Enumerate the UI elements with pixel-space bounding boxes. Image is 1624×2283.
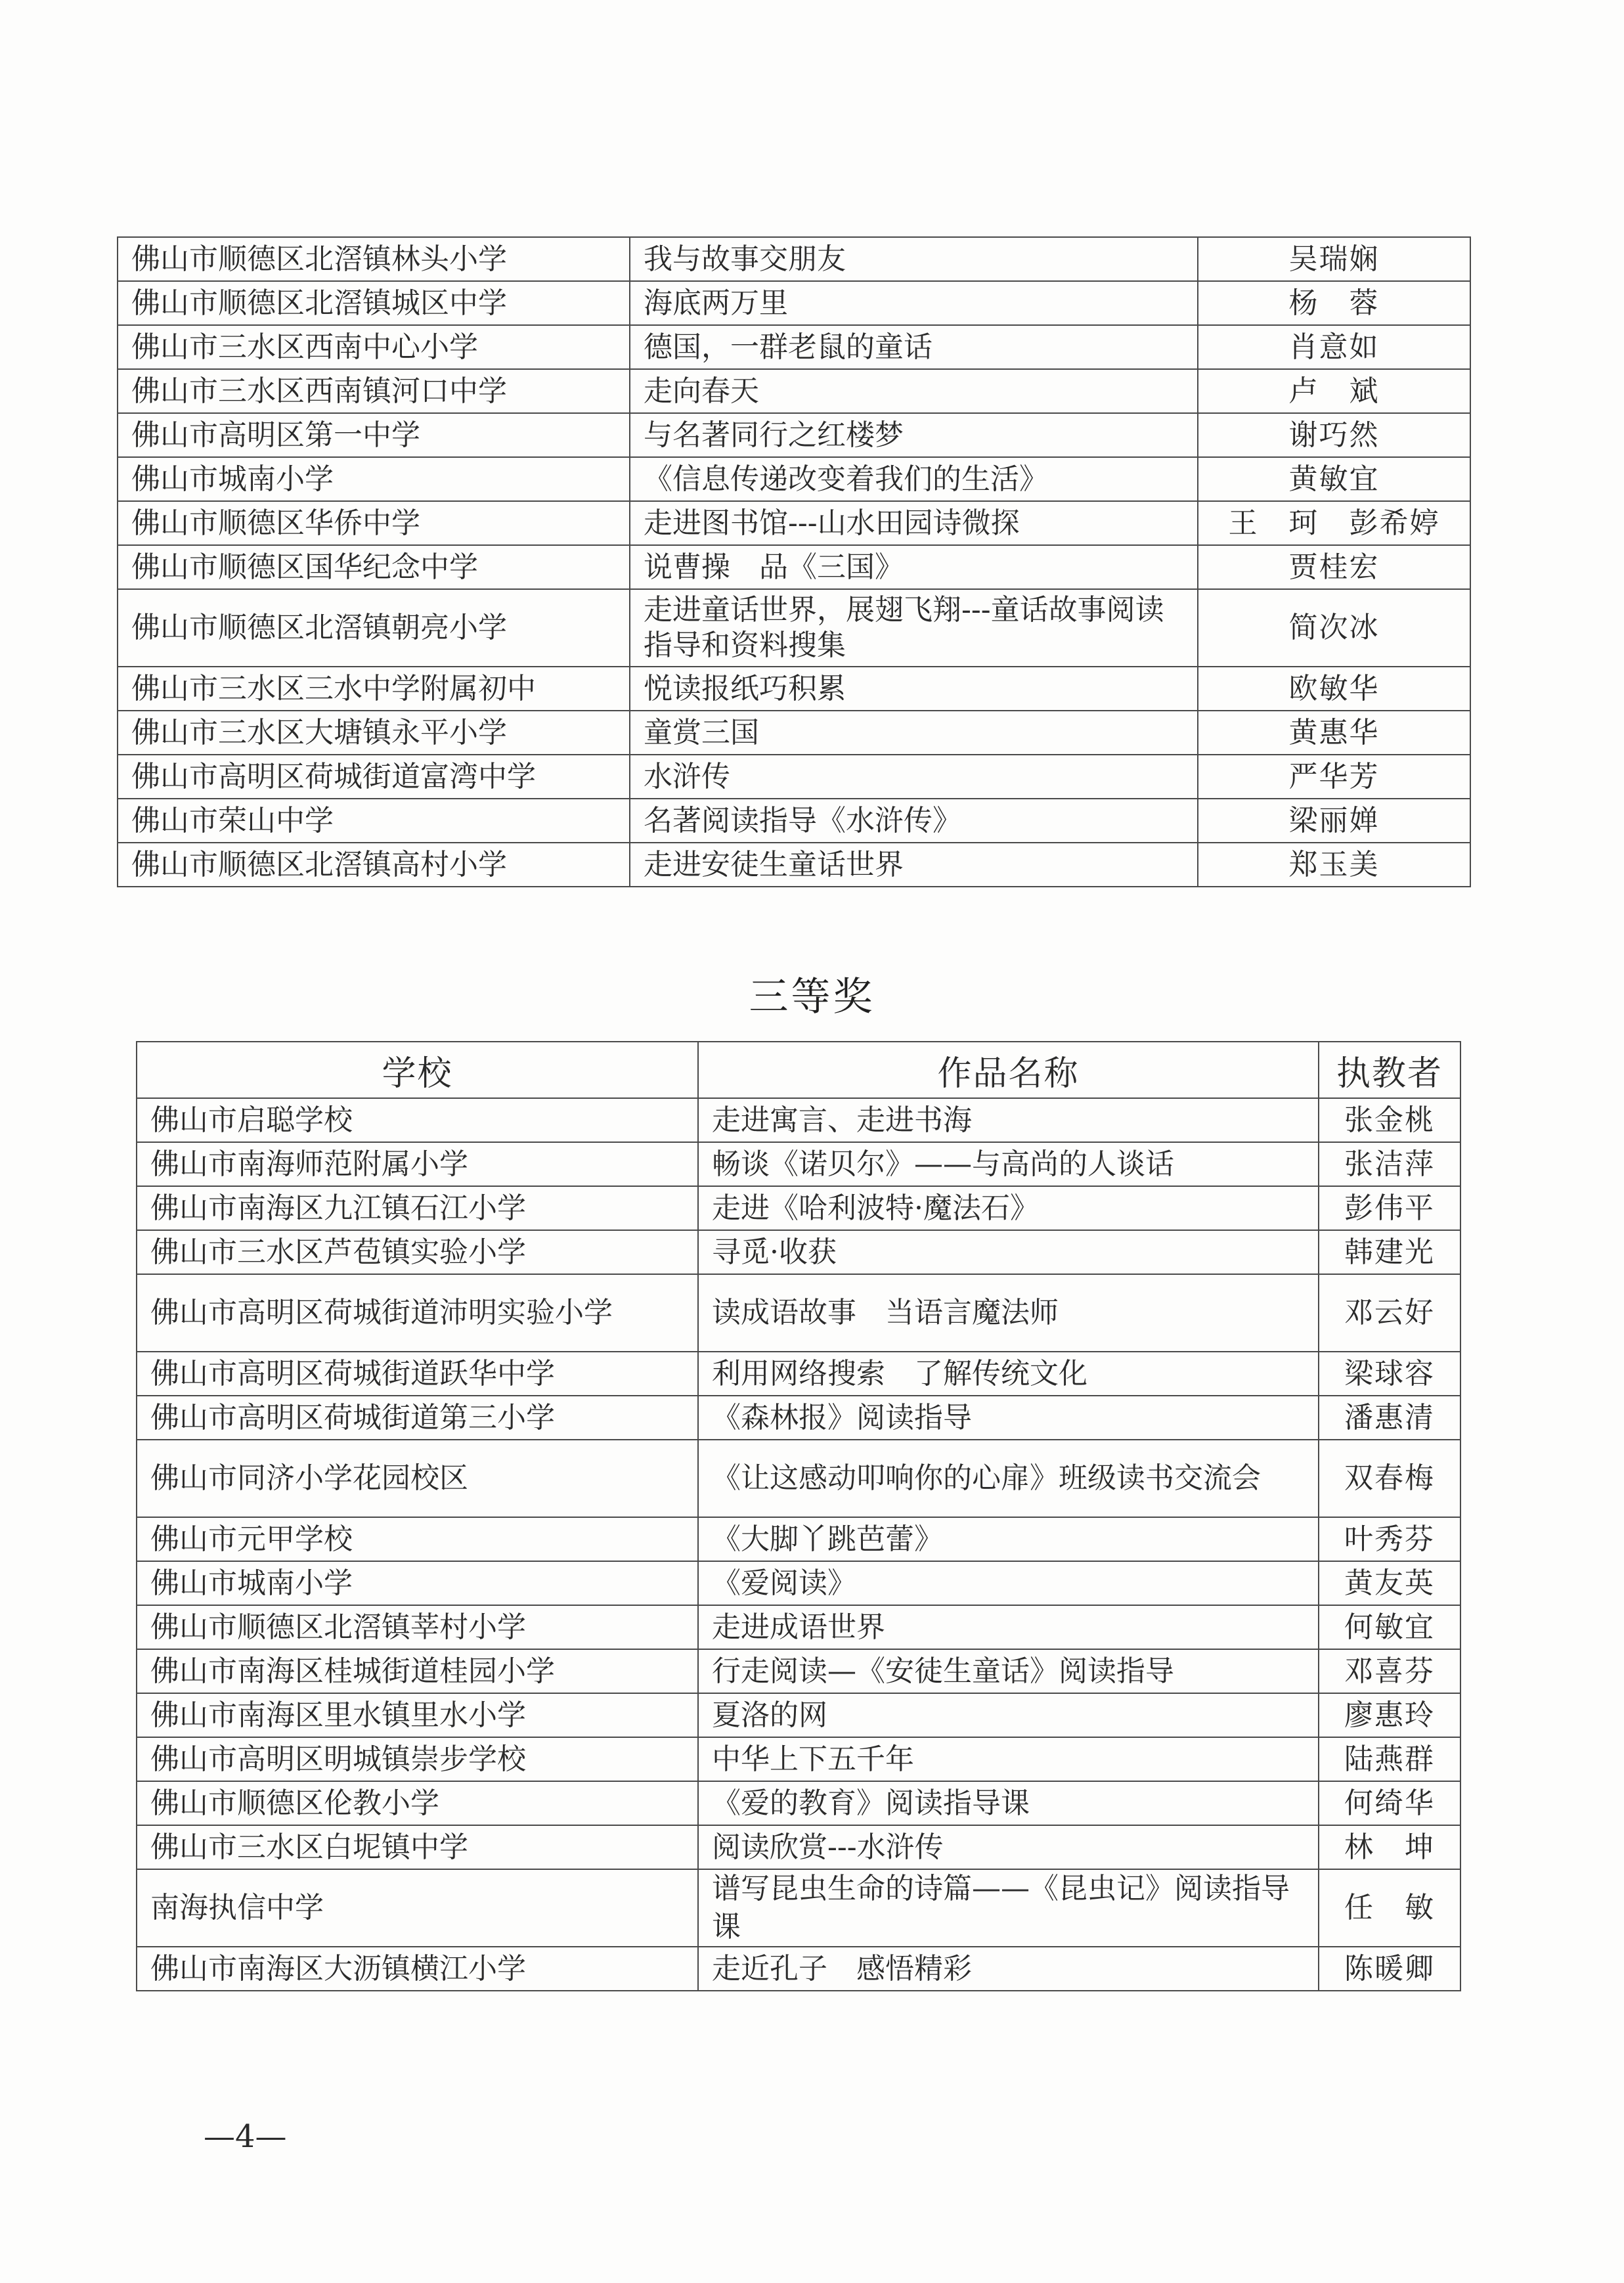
- work-cell: 走近孔子 感悟精彩: [698, 1947, 1319, 1991]
- work-cell: 与名著同行之红楼梦: [630, 413, 1198, 457]
- table-row: [137, 1274, 1460, 1352]
- school-cell: 佛山市南海区大沥镇横江小学: [137, 1947, 698, 1991]
- table-row: [118, 711, 1470, 755]
- teacher-cell: 杨 蓉: [1198, 281, 1470, 325]
- teacher-cell: 黄敏宜: [1198, 457, 1470, 501]
- table-row: [118, 799, 1470, 843]
- work-cell: 《爱阅读》: [698, 1561, 1319, 1605]
- teacher-cell: 吴瑞娴: [1198, 237, 1470, 281]
- work-cell: 《爱的教育》阅读指导课: [698, 1781, 1319, 1825]
- teacher-cell: 潘惠清: [1319, 1396, 1460, 1440]
- school-cell: 佛山市元甲学校: [137, 1517, 698, 1561]
- school-cell: 佛山市顺德区北滘镇高村小学: [118, 843, 630, 887]
- school-cell: 佛山市三水区白坭镇中学: [137, 1825, 698, 1869]
- work-cell: 走进安徒生童话世界: [630, 843, 1198, 887]
- teacher-cell: 郑玉美: [1198, 843, 1470, 887]
- table-row: [118, 501, 1470, 545]
- table-row: [118, 457, 1470, 501]
- table-row: [118, 545, 1470, 589]
- work-cell: 畅谈《诺贝尔》——与高尚的人谈话: [698, 1142, 1319, 1186]
- teacher-cell: 邓云好: [1319, 1274, 1460, 1352]
- work-cell: 名著阅读指导《水浒传》: [630, 799, 1198, 843]
- table-row: [137, 1781, 1460, 1825]
- school-cell: 佛山市顺德区伦教小学: [137, 1781, 698, 1825]
- school-cell: 佛山市顺德区北滘镇朝亮小学: [118, 589, 630, 667]
- teacher-cell: 彭伟平: [1319, 1186, 1460, 1230]
- teacher-cell: 梁球容: [1319, 1352, 1460, 1396]
- work-cell: 《让这感动叩响你的心扉》班级读书交流会: [698, 1440, 1319, 1517]
- teacher-cell: 贾桂宏: [1198, 545, 1470, 589]
- work-cell: 走进成语世界: [698, 1605, 1319, 1649]
- teacher-cell: 何敏宜: [1319, 1605, 1460, 1649]
- table-row: [118, 667, 1470, 711]
- table-row: [137, 1649, 1460, 1693]
- table-row: [137, 1186, 1460, 1230]
- teacher-cell: 林 坤: [1319, 1825, 1460, 1869]
- teacher-cell: 廖惠玲: [1319, 1693, 1460, 1737]
- work-cell: 德国，一群老鼠的童话: [630, 325, 1198, 369]
- teacher-cell: 黄惠华: [1198, 711, 1470, 755]
- header-school: 学校: [137, 1042, 698, 1098]
- teacher-cell: 肖意如: [1198, 325, 1470, 369]
- teacher-cell: 陈暖卿: [1319, 1947, 1460, 1991]
- table-row: [137, 1517, 1460, 1561]
- table-row: [137, 1098, 1460, 1142]
- teacher-cell: 卢 斌: [1198, 369, 1470, 413]
- teacher-cell: 任 敏: [1319, 1869, 1460, 1947]
- teacher-cell: 邓喜芬: [1319, 1649, 1460, 1693]
- work-cell: 谱写昆虫生命的诗篇——《昆虫记》阅读指导课: [698, 1869, 1319, 1947]
- work-cell: 走向春天: [630, 369, 1198, 413]
- work-cell: 夏洛的网: [698, 1693, 1319, 1737]
- work-cell: 走进图书馆---山水田园诗微探: [630, 501, 1198, 545]
- school-cell: 佛山市顺德区华侨中学: [118, 501, 630, 545]
- teacher-cell: 谢巧然: [1198, 413, 1470, 457]
- school-cell: 佛山市高明区明城镇崇步学校: [137, 1737, 698, 1781]
- table-row: [137, 1693, 1460, 1737]
- table-row: [118, 843, 1470, 887]
- school-cell: 佛山市南海区里水镇里水小学: [137, 1693, 698, 1737]
- work-cell: 我与故事交朋友: [630, 237, 1198, 281]
- school-cell: 佛山市高明区荷城街道跃华中学: [137, 1352, 698, 1396]
- table-header-row: [137, 1042, 1460, 1098]
- page-number: —4—: [204, 2118, 287, 2155]
- award-table-body: [118, 237, 1470, 887]
- school-cell: 佛山市三水区西南镇河口中学: [118, 369, 630, 413]
- work-cell: 说曹操 品《三国》: [630, 545, 1198, 589]
- table-row: [137, 1947, 1460, 1991]
- section-title-third-prize: 三等奖: [749, 974, 875, 1020]
- school-cell: 佛山市顺德区北滘镇城区中学: [118, 281, 630, 325]
- teacher-cell: 王 珂 彭希婷: [1198, 501, 1470, 545]
- work-cell: 《信息传递改变着我们的生活》: [630, 457, 1198, 501]
- school-cell: 佛山市同济小学花园校区: [137, 1440, 698, 1517]
- school-cell: 佛山市南海区桂城街道桂园小学: [137, 1649, 698, 1693]
- table-row: [118, 589, 1470, 667]
- table-row: [137, 1561, 1460, 1605]
- table-row: [118, 237, 1470, 281]
- teacher-cell: 叶秀芬: [1319, 1517, 1460, 1561]
- school-cell: 佛山市城南小学: [118, 457, 630, 501]
- school-cell: 佛山市启聪学校: [137, 1098, 698, 1142]
- work-cell: 阅读欣赏---水浒传: [698, 1825, 1319, 1869]
- school-cell: 佛山市顺德区北滘镇莘村小学: [137, 1605, 698, 1649]
- table-row: [137, 1230, 1460, 1274]
- school-cell: 佛山市城南小学: [137, 1561, 698, 1605]
- table-row: [137, 1737, 1460, 1781]
- school-cell: 佛山市三水区芦苞镇实验小学: [137, 1230, 698, 1274]
- teacher-cell: 梁丽婵: [1198, 799, 1470, 843]
- teacher-cell: 何绮华: [1319, 1781, 1460, 1825]
- school-cell: 佛山市南海区九江镇石江小学: [137, 1186, 698, 1230]
- work-cell: 读成语故事 当语言魔法师: [698, 1274, 1319, 1352]
- header-work: 作品名称: [698, 1042, 1319, 1098]
- work-cell: 寻觅·收获: [698, 1230, 1319, 1274]
- third-prize-table-body: [137, 1098, 1460, 1991]
- table-row: [137, 1869, 1460, 1947]
- work-cell: 悦读报纸巧积累: [630, 667, 1198, 711]
- teacher-cell: 韩建光: [1319, 1230, 1460, 1274]
- school-cell: 佛山市三水区大塘镇永平小学: [118, 711, 630, 755]
- award-table-continued: [117, 236, 1471, 887]
- work-cell: 走进寓言、走进书海: [698, 1098, 1319, 1142]
- school-cell: 佛山市顺德区国华纪念中学: [118, 545, 630, 589]
- work-cell: 童赏三国: [630, 711, 1198, 755]
- table-row: [118, 325, 1470, 369]
- school-cell: 佛山市高明区荷城街道富湾中学: [118, 755, 630, 799]
- school-cell: 佛山市高明区荷城街道沛明实验小学: [137, 1274, 698, 1352]
- school-cell: 佛山市三水区西南中心小学: [118, 325, 630, 369]
- school-cell: 佛山市荣山中学: [118, 799, 630, 843]
- school-cell: 佛山市高明区第一中学: [118, 413, 630, 457]
- school-cell: 佛山市南海师范附属小学: [137, 1142, 698, 1186]
- table-row: [137, 1142, 1460, 1186]
- table-row: [118, 281, 1470, 325]
- work-cell: 《森林报》阅读指导: [698, 1396, 1319, 1440]
- work-cell: 水浒传: [630, 755, 1198, 799]
- school-cell: 佛山市三水区三水中学附属初中: [118, 667, 630, 711]
- work-cell: 海底两万里: [630, 281, 1198, 325]
- table-row: [137, 1352, 1460, 1396]
- work-cell: 中华上下五千年: [698, 1737, 1319, 1781]
- header-teacher: 执教者: [1319, 1042, 1460, 1098]
- work-cell: 走进童话世界，展翅飞翔---童话故事阅读指导和资料搜集: [630, 589, 1198, 667]
- third-prize-table: [136, 1041, 1461, 1991]
- teacher-cell: 张金桃: [1319, 1098, 1460, 1142]
- table-row: [118, 755, 1470, 799]
- teacher-cell: 欧敏华: [1198, 667, 1470, 711]
- work-cell: 行走阅读—《安徒生童话》阅读指导: [698, 1649, 1319, 1693]
- school-cell: 佛山市高明区荷城街道第三小学: [137, 1396, 698, 1440]
- teacher-cell: 张洁萍: [1319, 1142, 1460, 1186]
- table-row: [137, 1440, 1460, 1517]
- table-row: [118, 413, 1470, 457]
- table-row: [137, 1825, 1460, 1869]
- teacher-cell: 黄友英: [1319, 1561, 1460, 1605]
- teacher-cell: 严华芳: [1198, 755, 1470, 799]
- teacher-cell: 陆燕群: [1319, 1737, 1460, 1781]
- work-cell: 利用网络搜索 了解传统文化: [698, 1352, 1319, 1396]
- table-row: [137, 1396, 1460, 1440]
- table-row: [118, 369, 1470, 413]
- school-cell: 南海执信中学: [137, 1869, 698, 1947]
- school-cell: 佛山市顺德区北滘镇林头小学: [118, 237, 630, 281]
- teacher-cell: 双春梅: [1319, 1440, 1460, 1517]
- work-cell: 走进《哈利波特·魔法石》: [698, 1186, 1319, 1230]
- work-cell: 《大脚丫跳芭蕾》: [698, 1517, 1319, 1561]
- teacher-cell: 简次冰: [1198, 589, 1470, 667]
- table-row: [137, 1605, 1460, 1649]
